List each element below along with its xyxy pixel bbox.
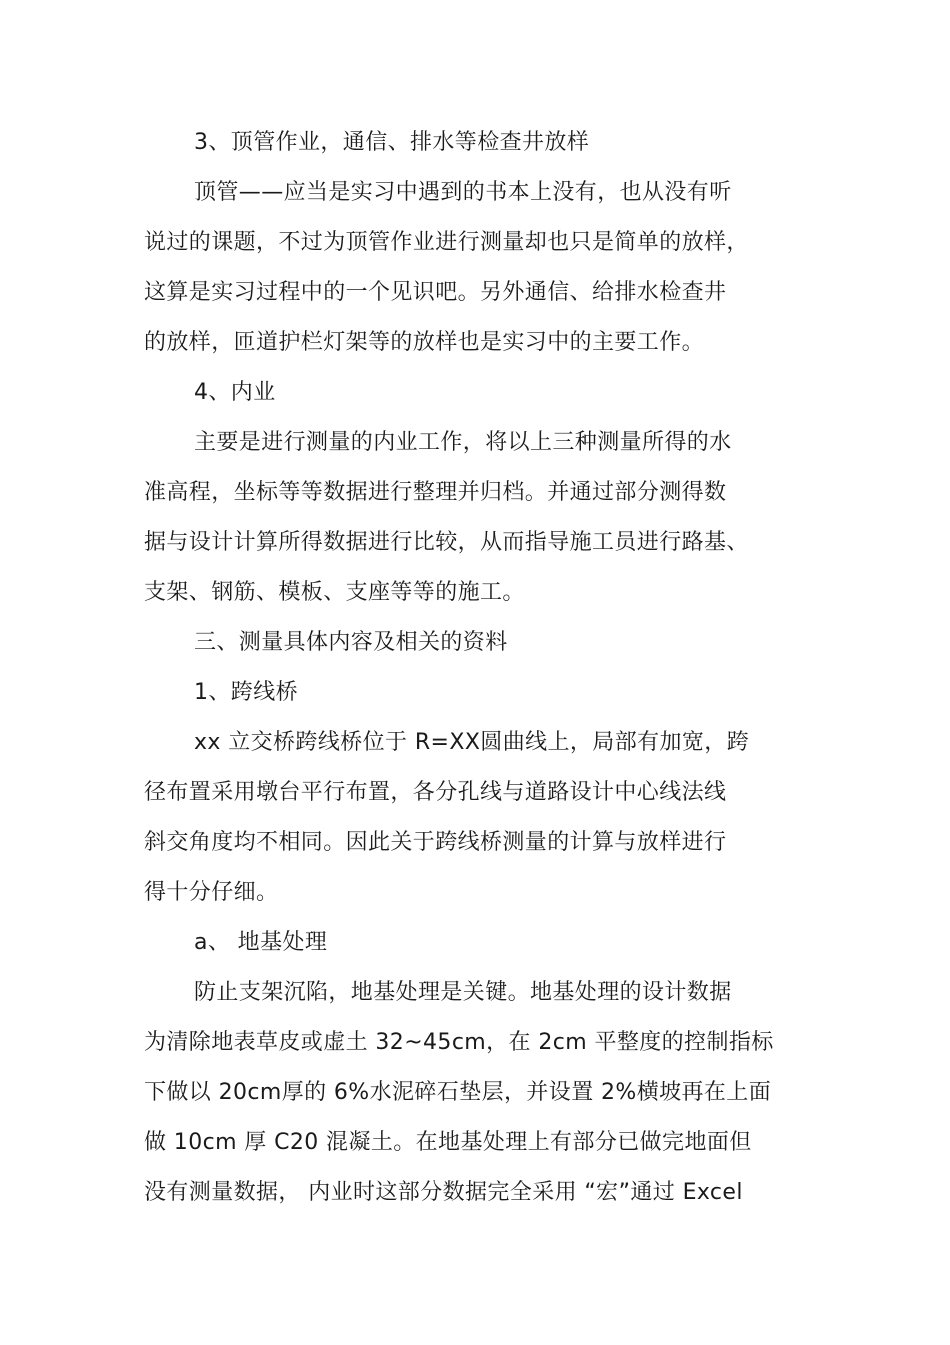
paragraph-line: 径布置采用墩台平行布置，各分孔线与道路设计中心线法线 — [144, 780, 727, 805]
heading-office-work: 4、内业 — [194, 380, 276, 405]
paragraph-line: 说过的课题，不过为顶管作业进行测量却也只是简单的放样， — [144, 230, 749, 255]
paragraph-line: 据与设计计算所得数据进行比较，从而指导施工员进行路基、 — [144, 530, 749, 555]
heading-section-three: 三、测量具体内容及相关的资料 — [194, 630, 508, 655]
heading-pipe-jacking: 3、顶管作业，通信、排水等检查井放样 — [194, 130, 590, 155]
paragraph-line: 的放样，匝道护栏灯架等的放样也是实习中的主要工作。 — [144, 330, 705, 355]
paragraph-line: 顶管——应当是实习中遇到的书本上没有，也从没有听 — [194, 180, 732, 205]
paragraph-line: 做 10cm 厚 C20 混凝土。在地基处理上有部分已做完地面但 — [144, 1130, 752, 1155]
paragraph-line: 为清除地表草皮或虚土 32~45cm，在 2cm 平整度的控制指标 — [144, 1030, 774, 1055]
paragraph-line: xx 立交桥跨线桥位于 R=XX圆曲线上，局部有加宽，跨 — [194, 730, 750, 755]
paragraph-line: 下做以 20cm厚的 6%水泥碎石垫层，并设置 2%横坡再在上面 — [144, 1080, 772, 1105]
heading-foundation-treatment: a、 地基处理 — [194, 930, 328, 955]
paragraph-line: 支架、钢筋、模板、支座等等的施工。 — [144, 580, 525, 605]
paragraph-line: 准高程，坐标等等数据进行整理并归档。并通过部分测得数 — [144, 480, 727, 505]
paragraph-line: 防止支架沉陷，地基处理是关键。地基处理的设计数据 — [194, 980, 732, 1005]
heading-overpass-bridge: 1、跨线桥 — [194, 680, 298, 705]
paragraph-line: 得十分仔细。 — [144, 880, 279, 905]
paragraph-line: 这算是实习过程中的一个见识吧。另外通信、给排水检查井 — [144, 280, 727, 305]
paragraph-line: 斜交角度均不相同。因此关于跨线桥测量的计算与放样进行 — [144, 830, 727, 855]
paragraph-line: 没有测量数据， 内业时这部分数据完全采用 “宏”通过 Excel — [144, 1180, 743, 1205]
paragraph-line: 主要是进行测量的内业工作，将以上三种测量所得的水 — [194, 430, 732, 455]
